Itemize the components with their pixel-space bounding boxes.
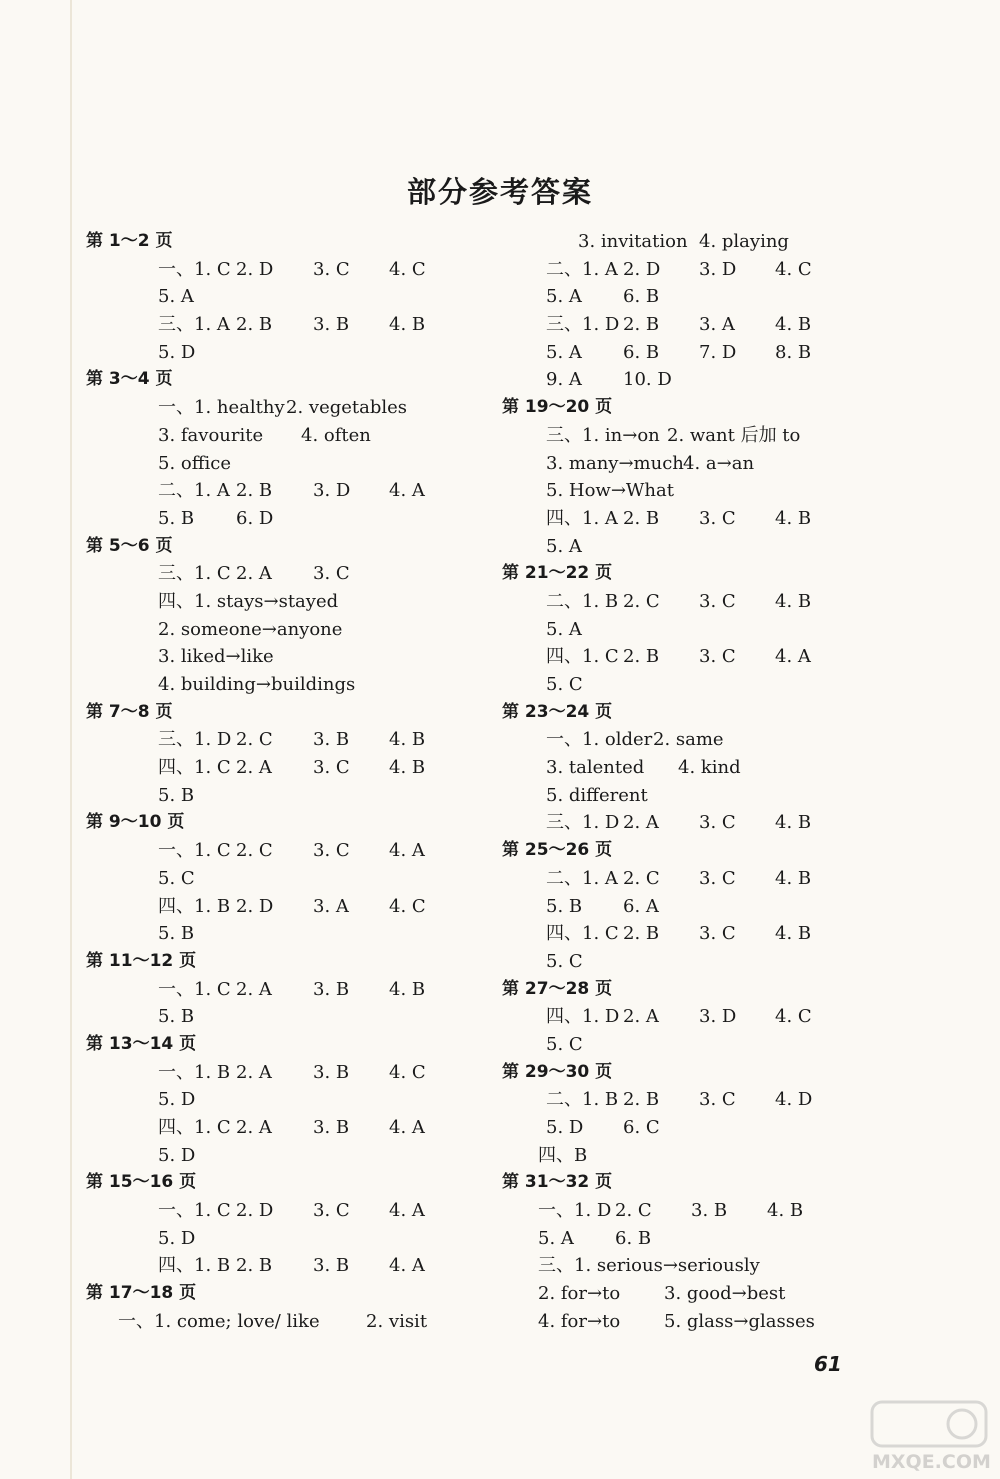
- answer-item: 3. A: [313, 895, 349, 917]
- answer-item: 5. office: [158, 452, 232, 474]
- answer-item: 6. A: [623, 895, 659, 917]
- section-page-range: 第 27～28 页: [502, 978, 613, 999]
- answer-item: 四、1. D: [546, 1006, 620, 1028]
- answer-item: 3. B: [313, 729, 350, 751]
- answer-item: 3. C: [313, 563, 350, 585]
- answer-row: [86, 1059, 486, 1087]
- answer-item: 5. B: [546, 895, 583, 917]
- answer-row: [502, 1280, 902, 1308]
- answer-item: 10. D: [623, 369, 672, 391]
- answer-item: 2. someone→anyone: [158, 618, 343, 640]
- answer-item: 3. talented: [546, 757, 645, 779]
- answer-item: 4. B: [775, 867, 812, 889]
- answer-item: 一、1. older: [546, 729, 653, 751]
- answer-item: 4. A: [389, 840, 425, 862]
- answer-item: 3. C: [699, 923, 736, 945]
- answer-row: [86, 893, 486, 921]
- section-page-range: 第 13～14 页: [86, 1033, 197, 1054]
- section-page-range: 第 5～6 页: [86, 535, 173, 556]
- answer-item: 5. C: [158, 867, 195, 889]
- answer-item: 2. A: [236, 978, 272, 1000]
- answer-item: 一、1. D: [538, 1200, 612, 1222]
- answer-row: [86, 1252, 486, 1280]
- answer-item: 二、1. B: [546, 590, 619, 612]
- answer-item: 一、1. C: [158, 1200, 231, 1222]
- answer-item: 5. A: [546, 535, 582, 557]
- answer-row: [502, 671, 902, 699]
- answer-row: [86, 1308, 486, 1336]
- answer-item: 3. B: [691, 1200, 728, 1222]
- answer-row: [502, 422, 902, 450]
- answer-item: 一、1. C: [158, 840, 231, 862]
- answer-item: 4. C: [389, 258, 426, 280]
- answer-item: 4. B: [389, 757, 426, 779]
- answer-item: 2. D: [236, 1200, 274, 1222]
- section-page-range: 第 23～24 页: [502, 701, 613, 722]
- answer-item: 2. C: [623, 867, 660, 889]
- answer-row: [502, 1031, 902, 1059]
- answer-row: [86, 588, 486, 616]
- answer-item: 4. A: [389, 1117, 425, 1138]
- answer-item: 4. A: [389, 1255, 425, 1277]
- answer-row: [502, 311, 902, 339]
- answer-item: 5. How→What: [546, 480, 674, 502]
- section-page-range: 第 29～30 页: [502, 1061, 613, 1082]
- answer-row: [502, 256, 902, 284]
- answer-item: 2. for→to: [538, 1283, 621, 1305]
- answer-item: 2. B: [236, 1255, 273, 1277]
- answer-item: 3. C: [699, 812, 736, 834]
- answer-item: 5. A: [538, 1227, 574, 1249]
- answer-item: 6. B: [615, 1227, 652, 1249]
- answer-item: 5. D: [546, 1117, 584, 1138]
- answer-row: [86, 865, 486, 893]
- answer-item: 二、1. A: [158, 480, 230, 502]
- answer-row: [502, 754, 902, 782]
- answer-item: 2. B: [623, 1089, 660, 1111]
- answer-row: [502, 1308, 902, 1336]
- answer-item: 2. D: [623, 258, 661, 280]
- answer-row: [86, 450, 486, 478]
- answer-item: 3. B: [313, 978, 350, 1000]
- answer-item: 5. glass→glasses: [664, 1310, 815, 1332]
- answer-item: 3. C: [313, 258, 350, 280]
- answer-item: 3. B: [313, 1255, 350, 1277]
- answer-row: [86, 1086, 486, 1114]
- answer-item: 4. building→buildings: [158, 674, 356, 695]
- answer-item: 4. B: [767, 1200, 804, 1222]
- answer-item: 4. C: [389, 1061, 426, 1083]
- answer-row: [86, 643, 486, 671]
- answer-item: 3. C: [699, 590, 736, 612]
- answer-item: 3. C: [313, 840, 350, 862]
- answer-row: [502, 339, 902, 367]
- answer-item: 3. C: [699, 1089, 736, 1111]
- answer-item: 3. C: [699, 867, 736, 889]
- watermark-logo: [866, 1398, 992, 1474]
- answer-item: 4. A: [389, 1200, 425, 1222]
- answer-item: 2. B: [236, 314, 273, 336]
- answer-item: 3. B: [313, 1117, 350, 1138]
- answer-item: 4. B: [775, 507, 812, 529]
- answer-item: 4. A: [389, 480, 425, 502]
- answer-row: [86, 560, 486, 588]
- answer-item: 2. A: [623, 1006, 659, 1028]
- answer-item: 4. often: [301, 424, 371, 446]
- answer-item: 4. B: [389, 314, 426, 336]
- answer-row: [86, 1197, 486, 1225]
- answer-item: 5. C: [546, 1033, 583, 1055]
- answer-item: 2. A: [236, 563, 272, 585]
- section-page-range: 第 3～4 页: [86, 369, 173, 390]
- answer-row: [502, 1252, 902, 1280]
- answer-row: [86, 1142, 486, 1170]
- section-page-range: 第 19～20 页: [502, 397, 613, 418]
- answer-item: 3. many→much: [546, 452, 684, 474]
- answer-item: 四、1. C: [546, 646, 619, 668]
- answer-item: 三、1. serious→seriously: [538, 1255, 760, 1277]
- answer-row: [502, 283, 902, 311]
- answer-item: 四、1. B: [158, 895, 231, 917]
- answer-item: 4. kind: [678, 757, 741, 779]
- answer-row: [86, 283, 486, 311]
- watermark-text: MXQE.COM: [872, 1451, 991, 1473]
- answer-item: 四、1. A: [546, 507, 618, 529]
- answer-item: 2. C: [623, 590, 660, 612]
- answer-item: 2. visit: [366, 1310, 428, 1332]
- answer-item: 2. C: [236, 840, 273, 862]
- answer-row: [86, 726, 486, 754]
- answer-item: 4. C: [389, 895, 426, 917]
- answer-item: 5. A: [546, 618, 582, 640]
- answer-item: 5. A: [546, 341, 582, 363]
- answer-row: [502, 809, 902, 837]
- section-page-range: 第 7～8 页: [86, 701, 173, 722]
- answer-item: 2. C: [236, 729, 273, 751]
- answer-item: 2. B: [623, 314, 660, 336]
- answer-row: [502, 450, 902, 478]
- answer-item: 一、1. come; love/ like: [118, 1310, 320, 1332]
- answer-item: 4. C: [775, 1006, 812, 1028]
- answer-row: [502, 228, 902, 256]
- answer-item: 四、1. C: [546, 923, 619, 945]
- answer-item: 5. C: [546, 950, 583, 972]
- answer-row: [86, 422, 486, 450]
- answer-row: [86, 920, 486, 948]
- answer-item: 3. D: [699, 1006, 737, 1028]
- answer-item: 3. good→best: [664, 1283, 786, 1305]
- answer-row: [502, 1114, 902, 1142]
- answer-item: 2. D: [236, 258, 274, 280]
- section-page-range: 第 25～26 页: [502, 840, 613, 861]
- answer-item: 3. favourite: [158, 424, 264, 446]
- answer-row: [502, 1003, 902, 1031]
- answer-row: [502, 477, 902, 505]
- answer-item: 二、1. A: [546, 258, 618, 280]
- answer-item: 4. B: [775, 812, 812, 834]
- answer-row: [86, 394, 486, 422]
- answer-row: [502, 865, 902, 893]
- answer-item: 5. C: [546, 674, 583, 695]
- answer-item: 4. B: [775, 314, 812, 336]
- section-page-range: 第 11～12 页: [86, 950, 197, 971]
- answer-item: 一、1. C: [158, 978, 231, 1000]
- answer-item: 四、B: [538, 1144, 588, 1166]
- answer-row: [502, 366, 902, 394]
- answer-item: 2. C: [615, 1200, 652, 1222]
- answer-row: [86, 477, 486, 505]
- answer-item: 5. A: [546, 286, 582, 308]
- answer-row: [86, 505, 486, 533]
- answer-item: 三、1. D: [546, 314, 620, 336]
- answer-item: 一、1. B: [158, 1061, 231, 1083]
- answer-item: 4. B: [389, 978, 426, 1000]
- answer-item: 6. D: [236, 507, 274, 529]
- answer-column-right: [502, 228, 902, 1336]
- answer-item: 四、1. stays→stayed: [158, 590, 339, 612]
- answer-item: 2. vegetables: [286, 397, 408, 419]
- answer-item: 4. B: [775, 923, 812, 945]
- answer-item: 4. C: [775, 258, 812, 280]
- answer-item: 三、1. A: [158, 314, 230, 336]
- answer-row: [502, 1142, 902, 1170]
- page-title: 部分参考答案: [406, 175, 593, 209]
- answer-item: 3. D: [313, 480, 351, 502]
- answer-item: 2. B: [623, 507, 660, 529]
- answer-item: 四、1. C: [158, 1117, 231, 1138]
- answer-item: 6. B: [623, 341, 660, 363]
- answer-item: 3. D: [699, 258, 737, 280]
- answer-item: 2. A: [236, 757, 272, 779]
- section-page-range: 第 21～22 页: [502, 563, 613, 584]
- answer-item: 三、1. D: [546, 812, 620, 834]
- answer-item: 6. C: [623, 1117, 660, 1138]
- answer-item: 5. different: [546, 784, 648, 806]
- answer-item: 二、1. A: [546, 867, 618, 889]
- answer-item: 3. A: [699, 314, 735, 336]
- answer-item: 4. for→to: [538, 1310, 621, 1332]
- answer-row: [86, 311, 486, 339]
- answer-item: 4. A: [775, 646, 811, 668]
- answer-item: 6. B: [623, 286, 660, 308]
- answer-item: 三、1. in→on: [546, 424, 660, 446]
- answer-row: [502, 505, 902, 533]
- answer-item: 3. invitation: [578, 231, 688, 252]
- answer-row: [86, 782, 486, 810]
- section-page-range: 第 31～32 页: [502, 1172, 613, 1193]
- answer-row: [502, 1086, 902, 1114]
- page-margin-line: [70, 0, 72, 1479]
- answer-item: 4. B: [389, 729, 426, 751]
- answer-row: [502, 893, 902, 921]
- answer-row: [502, 782, 902, 810]
- answer-item: 2. B: [623, 923, 660, 945]
- answer-row: [502, 1197, 902, 1225]
- answer-row: [502, 948, 902, 976]
- answer-item: 2. same: [653, 729, 724, 751]
- answer-item: 三、1. C: [158, 563, 231, 585]
- answer-item: 3. C: [313, 757, 350, 779]
- answer-item: 二、1. B: [546, 1089, 619, 1111]
- answer-item: 4. D: [775, 1089, 813, 1111]
- answer-item: 2. D: [236, 895, 274, 917]
- answer-row: [86, 754, 486, 782]
- answer-row: [86, 1003, 486, 1031]
- answer-item: 5. D: [158, 341, 196, 363]
- answer-item: 3. C: [313, 1200, 350, 1222]
- answer-row: [86, 339, 486, 367]
- section-page-range: 第 1～2 页: [86, 231, 173, 251]
- answer-item: 2. A: [236, 1117, 272, 1138]
- answer-item: 三、1. D: [158, 729, 232, 751]
- answer-row: [86, 671, 486, 699]
- answer-row: [86, 1114, 486, 1142]
- answer-row: [502, 920, 902, 948]
- answer-item: 5. D: [158, 1089, 196, 1111]
- answer-item: 一、1. C: [158, 258, 231, 280]
- answer-item: 四、1. B: [158, 1255, 231, 1277]
- answer-row: [502, 643, 902, 671]
- page-number: 61: [814, 1352, 842, 1376]
- answer-item: 5. B: [158, 1006, 195, 1028]
- answer-item: 4. playing: [699, 231, 789, 252]
- answer-item: 3. C: [699, 507, 736, 529]
- section-page-range: 第 9～10 页: [86, 812, 185, 833]
- answer-item: 一、1. healthy: [158, 397, 285, 419]
- answer-row: [86, 616, 486, 644]
- section-page-range: 第 17～18 页: [86, 1283, 197, 1304]
- answer-item: 5. D: [158, 1144, 196, 1166]
- answer-item: 5. A: [158, 286, 194, 308]
- answer-item: 2. want 后加 to: [667, 424, 801, 446]
- answer-item: 7. D: [699, 341, 737, 363]
- answer-item: 5. D: [158, 1227, 196, 1249]
- answer-item: 9. A: [546, 369, 582, 391]
- answer-item: 3. liked→like: [158, 646, 274, 668]
- answer-row: [502, 726, 902, 754]
- answer-row: [502, 533, 902, 561]
- answer-item: 4. B: [775, 590, 812, 612]
- answer-item: 2. A: [623, 812, 659, 834]
- answer-item: 2. A: [236, 1061, 272, 1083]
- answer-item: 3. C: [699, 646, 736, 668]
- answer-item: 5. B: [158, 507, 195, 529]
- answer-item: 四、1. C: [158, 757, 231, 779]
- answer-column-left: [86, 228, 486, 1336]
- answer-item: 2. B: [236, 480, 273, 502]
- answer-item: 4. a→an: [683, 452, 755, 474]
- answer-row: [86, 837, 486, 865]
- answer-item: 5. B: [158, 784, 195, 806]
- answer-item: 2. B: [623, 646, 660, 668]
- answer-row: [502, 1225, 902, 1253]
- answer-row: [86, 256, 486, 284]
- answer-item: 5. B: [158, 923, 195, 945]
- section-page-range: 第 15～16 页: [86, 1172, 197, 1193]
- answer-item: 3. B: [313, 1061, 350, 1083]
- answer-row: [86, 976, 486, 1004]
- answer-item: 8. B: [775, 341, 812, 363]
- answer-item: 3. B: [313, 314, 350, 336]
- answer-row: [86, 1225, 486, 1253]
- answer-row: [502, 616, 902, 644]
- answer-row: [502, 588, 902, 616]
